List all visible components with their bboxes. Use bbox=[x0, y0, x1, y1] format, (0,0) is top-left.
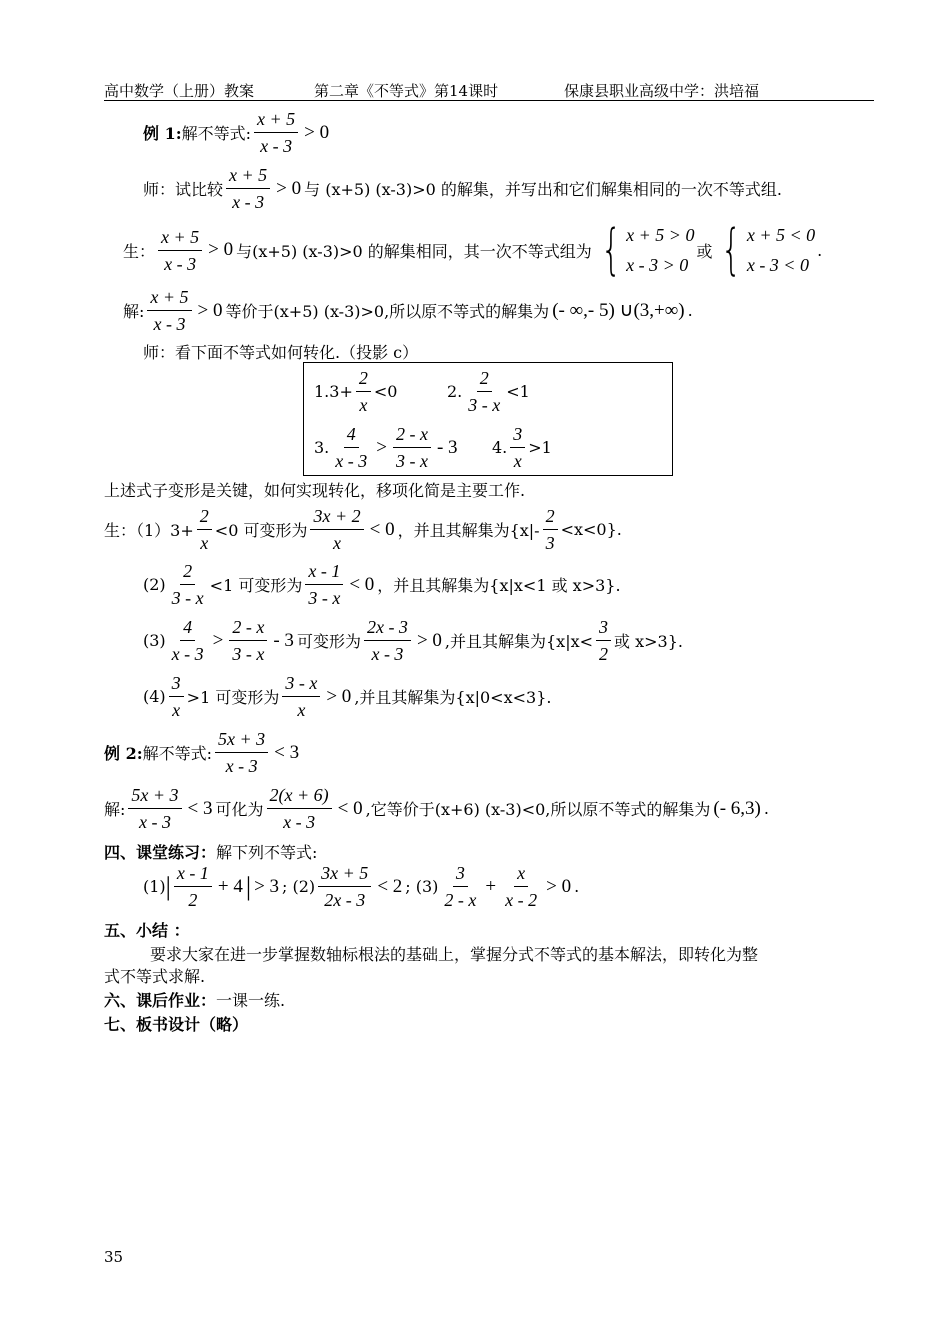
fraction: $\frac{x + 5}{x - 3}$ bbox=[147, 286, 191, 335]
fraction: $\frac{x + 5}{x - 3}$ bbox=[226, 164, 270, 213]
section6-heading: 六、课后作业： 一课一练. bbox=[104, 991, 286, 1010]
box-item-3: 3. $\frac{4}{x - 3}$ > $\frac{2 - x}{3 - x}$ - 3 bbox=[314, 424, 458, 471]
section7-heading: 七、板书设计（略） bbox=[104, 1015, 249, 1034]
student-answer-1: 生：（1）3+ $\frac{2}{x}$ <0 可变形为 $\frac{3x + 2}{x}$ < 0 ，并且其解集为{x|- $\frac{2}{3}$ <x<0}. bbox=[104, 506, 622, 553]
example1-line: 例 1: 解不等式: $\frac{x + 5}{x - 3}$ > 0 bbox=[143, 109, 330, 156]
page-header bbox=[104, 78, 874, 101]
student-line: 生： $\frac{x + 5}{x - 3}$ > 0 与(x+5) (x-3)>0 的解集相同，其一次不等式组为 { x + 5 > 0 x - 3 > 0 或 { x + 5 < 0 x - 3 < 0 . bbox=[123, 218, 823, 281]
box-item-1: 1.3+ $\frac{2}{x}$ <0 bbox=[314, 368, 398, 415]
example2-line: 例 2: 解不等式: $\frac{5x + 3}{x - 3}$ < 3 bbox=[104, 729, 300, 776]
fraction: $\frac{x + 5}{x - 3}$ bbox=[158, 226, 202, 275]
solution-set: (- ∞,- 5) ∪(3,+∞) bbox=[552, 300, 685, 321]
projection-box bbox=[303, 362, 673, 476]
inequality-system-1: { x + 5 > 0 x - 3 > 0 bbox=[600, 218, 695, 281]
header-center: 第二章《不等式》第14课时 bbox=[314, 82, 499, 100]
example2-solution: 解: $\frac{5x + 3}{x - 3}$ < 3 可化为 $\frac{2(x + 6)}{x - 3}$ < 0 ,它等价于(x+6) (x-3)<0,所以原不等式的解集为 (- 6,3) . bbox=[104, 785, 769, 832]
key-point-line: 上述式子变形是关键，如何实现转化，移项化简是主要工作. bbox=[104, 481, 526, 500]
practice-problems: (1) | $\frac{x - 1}{2}$ + 4 | > 3 ; (2) $\frac{3x + 5}{2x - 3}$ < 2 ; (3) $\frac{3}{2 - x}$ + $\frac{x}{x - 2}$ > 0 . bbox=[143, 863, 580, 910]
summary-line-2: 式不等式求解. bbox=[104, 967, 206, 986]
teacher-transform-line: 师：看下面不等式如何转化.（投影 c） bbox=[143, 343, 419, 362]
box-item-4: 4. $\frac{3}{x}$ >1 bbox=[492, 424, 552, 471]
header-left: 高中数学（上册）教案 bbox=[104, 82, 255, 100]
solution-set-2: (- 6,3) bbox=[713, 797, 761, 819]
fraction: $\frac{x + 5}{x - 3}$ bbox=[254, 108, 298, 157]
page-number: 35 bbox=[104, 1248, 124, 1266]
student-answer-4: (4) $\frac{3}{x}$ >1 可变形为 $\frac{3 - x}{x}$ > 0 ,并且其解集为{x|0<x<3}. bbox=[143, 673, 552, 720]
solution-line: 解: $\frac{x + 5}{x - 3}$ > 0 等价于(x+5) (x-3)>0,所以原不等式的解集为 (- ∞,- 5) ∪(3,+∞) . bbox=[123, 287, 693, 334]
example1-text: 解不等式: bbox=[181, 124, 252, 143]
student-answer-2: (2) $\frac{2}{3 - x}$ <1 可变形为 $\frac{x - 1}{3 - x}$ < 0 ，并且其解集为{x|x<1 或 x>3}. bbox=[143, 561, 621, 608]
section4-heading: 四、课堂练习： 解下列不等式: bbox=[104, 843, 318, 862]
example1-label: 例 1: bbox=[143, 124, 182, 143]
section5-heading: 五、小结 ： bbox=[104, 921, 190, 940]
inequality-system-2: { x + 5 < 0 x - 3 < 0 bbox=[721, 218, 816, 281]
student-answer-3: (3) $\frac{4}{x - 3}$ > $\frac{2 - x}{3 - x}$ - 3 可变形为 $\frac{2x - 3}{x - 3}$ > 0 ,并且其解集为{x|x< $\frac{3}{2}$ 或 x>3}. bbox=[143, 617, 683, 664]
teacher-compare-line: 师：试比较 $\frac{x + 5}{x - 3}$ > 0 与 (x+5) (x-3)>0 的解集，并写出和它们解集相同的一次不等式组. bbox=[143, 165, 782, 212]
header-right: 保康县职业高级中学：洪培福 bbox=[564, 82, 760, 100]
summary-line-1: 要求大家在进一步掌握数轴标根法的基础上，掌握分式不等式的基本解法，即转化为整 bbox=[150, 945, 759, 964]
box-item-2: 2. $\frac{2}{3 - x}$ <1 bbox=[447, 368, 530, 415]
